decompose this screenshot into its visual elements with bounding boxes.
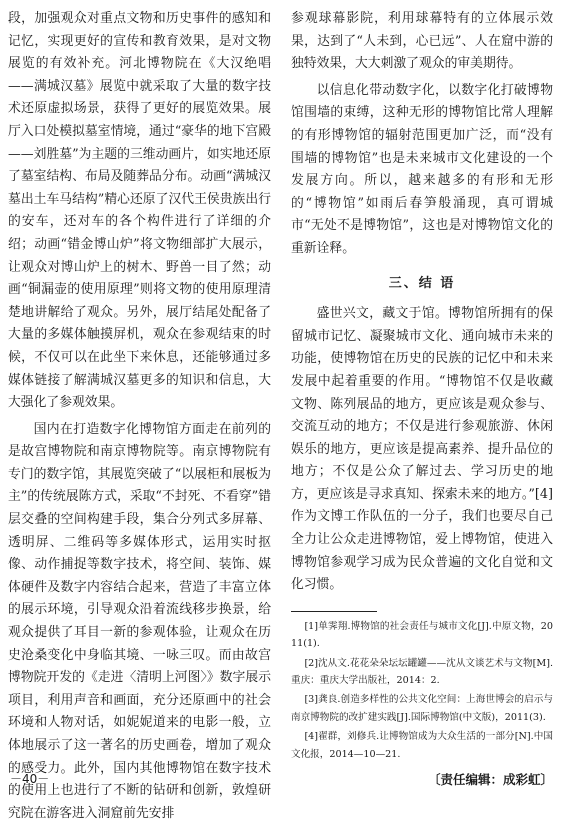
body-paragraph-digital-museums: 国内在打造数字化博物馆方面走在前列的是故宫博物院和南京博物院等。南京博物院有专门的数字馆，其展览突破了“以展柜和展板为主”的传统展陈方式，采取“不封死、不看穿”错层交叠的空间构建手段，集合分列式多屏幕、透明屏、二维码等多媒体形式，运用实时抠像、动作捕捉等数字技术，将空间、装饰、媒体硬件及数字内容结合起来，营造了丰富立体的展示环境，引导观众沿着流线移步换景，给观众提供了耳目一新的参观体验，让观众在历史沧桑变化中身临其境、一咏三叹。而由故宫博物院开发的《走进〈清明上河图〉》数字展示项目，利用声音和画面，充分还原画中的社会环境和人物对话，如妮妮道来的电影一般，立体地展示了这一著名的历史画卷，增加了观众的感受力。此外，国内其他博物馆在数字技术的使用上也进行了不断的钻研和创新，敦煌研究院在游客进入洞窟前先安排 (8, 421, 271, 821)
responsible-editor: 〔责任编辑：成彩虹〕 (427, 772, 553, 788)
left-column (8, 8, 271, 825)
page-number: －40－ (10, 772, 50, 786)
reference-item: [3]龚良.创造多样性的公共文化空间：上海世博会的启示与南京博物院的改扩建实践[J].国际博物馆(中文版)，2011(3). (291, 694, 553, 723)
right-column (291, 8, 553, 792)
reference-item: [1]单霁翔.博物馆的社会责任与城市文化[J].中原文物，2011(1). (291, 620, 553, 650)
reference-item: [2]沈从文.花花朵朵坛坛罐罐——沈从文谈艺术与文物[M].重庆：重庆大学出版社，2014：2. (291, 657, 553, 687)
body-paragraph-museum-without-walls: 以信息化带动数字化，以数字化打破博物馆围墙的束缚，这种无形的博物馆比常人理解的有形博物馆的辐射范围更加广泛，而“没有围墙的博物馆”也是未来城市文化建设的一个发展方向。所以，越来越多的有形和无形的“博物馆”如雨后春笋般涌现，真可谓城市“无处不是博物馆”，这也是对博物馆文化的重新诠释。 (291, 82, 553, 256)
section-title-conclusion: 三、结 语 (388, 275, 456, 291)
references-list (291, 618, 553, 763)
body-paragraph-conclusion: 盛世兴文，藏文于馆。博物馆所拥有的保留城市记忆、凝聚城市文化、通向城市未来的功能，使博物馆在历史的民族的记忆中和未来发展中起着重要的作用。“博物馆不仅是收藏文物、陈列展品的地方，更应该是观众参与、交流互动的地方；不仅是进行参观旅游、休闲娱乐的地方，更应该是提高素养、提升品位的地方；不仅是公众了解过去、学习历史的地方，更应该是寻求真知、探索未来的地方。”[4]作为文博工作队伍的一分子，我们也要尽自己全力让公众走进博物馆，爱上博物馆，使进入博物馆参观学习成为民众普遍的文化自觉和文化习惯。 (291, 306, 553, 593)
body-paragraph-dome-cinema: 参观球幕影院，利用球幕特有的立体展示效果，达到了“人未到，心已远”、人在窟中游的独特效果，大大刺激了观众的审美期待。 (291, 11, 553, 72)
body-paragraph-continued: 段，加强观众对重点文物和历史事件的感知和记忆，实现更好的宣传和教育效果，是对文物展览的有效补充。河北博物院在《大汉绝唱——满城汉墓》展览中就采取了大量的数字技术还原虚拟场景，获得了更好的展览效果。展厅入口处模拟墓室情境，通过“豪华的地下宫殿——刘胜墓”为主题的三维动画片，如实地还原了墓室结构、布局及随葬品分布。动画“满城汉墓出土车马结构”精心还原了汉代王侯贵族出行的安车，还对车的各个构件进行了详细的介绍；动画“错金博山炉”将文物细部扩大展示，让观众对博山炉上的树木、野兽一目了然；动画“铜漏壶的使用原理”则将文物的使用原理清楚地讲解给了观众。另外，展厅结尾处配备了大量的多媒体触摸屏机，观众在参观结束的时候，不仅可以在此坐下来休息，还能够通过多媒体链接了解满城汉墓更多的知识和信息，大大强化了参观效果。 (8, 11, 271, 411)
reference-item: [4]翟群，刘修兵.让博物馆成为大众生活的一部分[N].中国文化报，2014—10—21. (291, 731, 553, 760)
footnote-divider (291, 611, 377, 612)
